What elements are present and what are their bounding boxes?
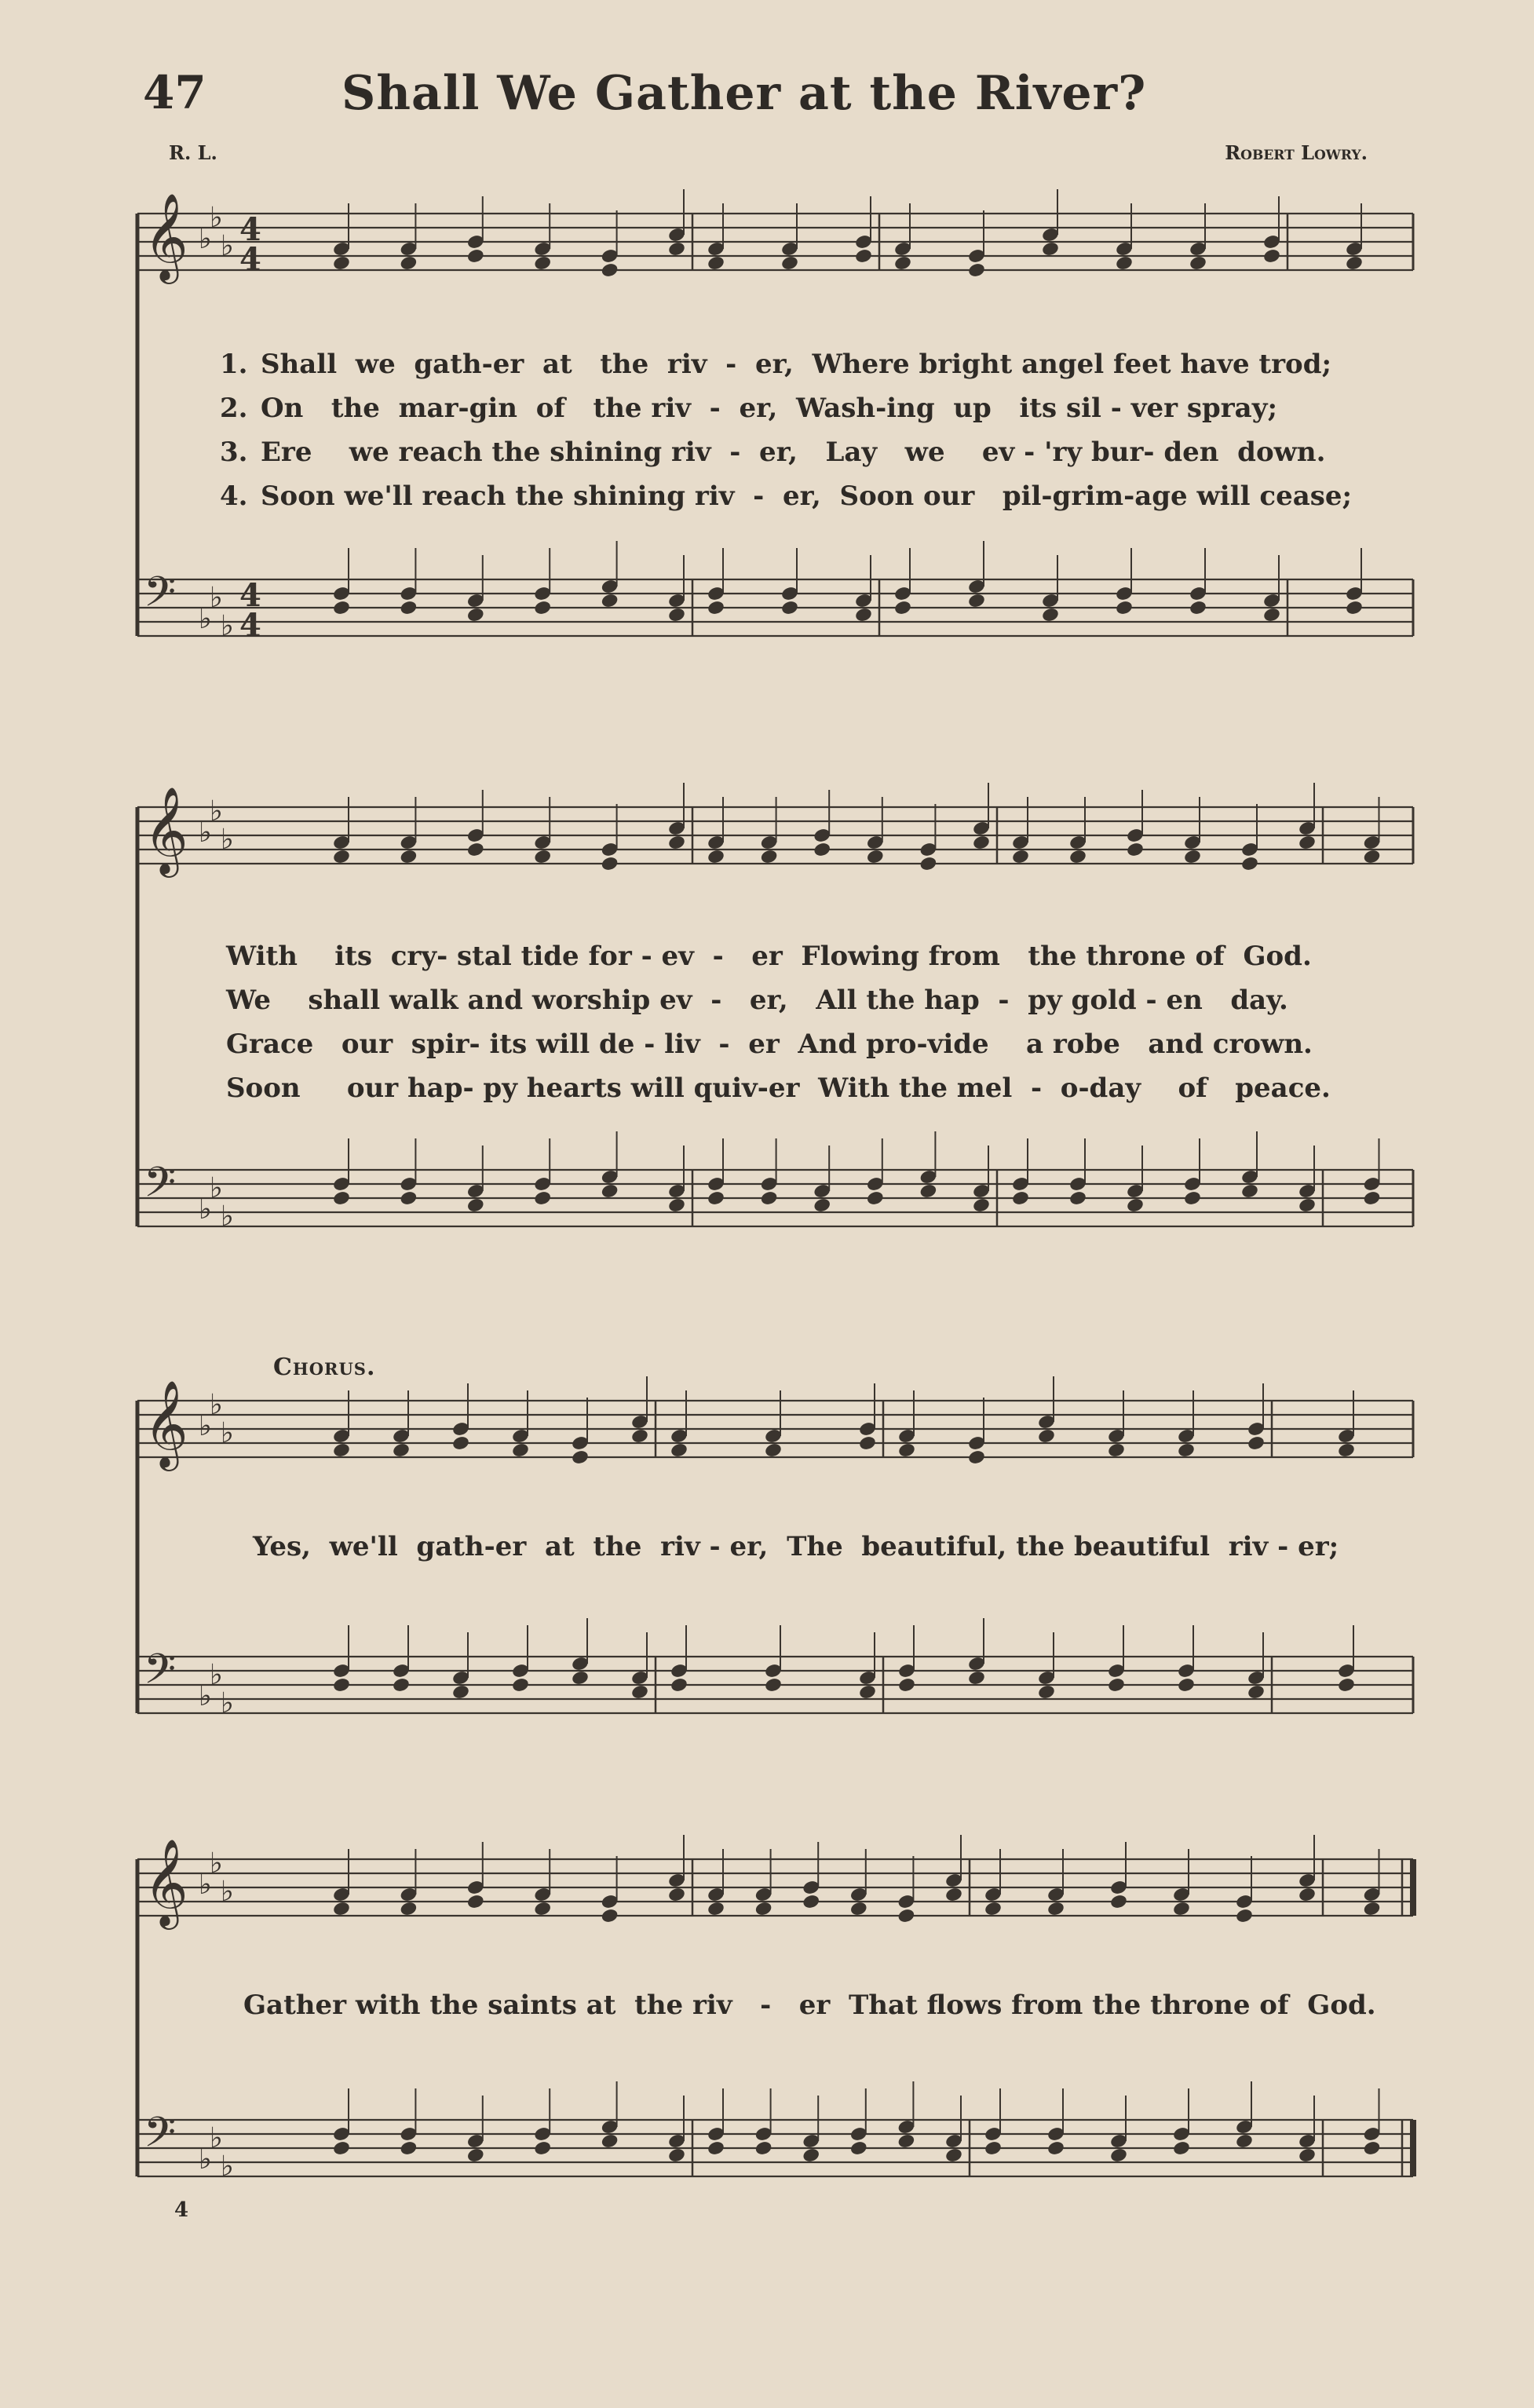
note-head	[1337, 1442, 1356, 1459]
note-head	[760, 1190, 779, 1207]
note-head	[1247, 1684, 1266, 1701]
chorus-line-1: Yes, we'll gath-er at the riv - er, The beautiful, the beautiful riv - er;	[253, 1531, 1339, 1562]
note-head	[670, 1677, 688, 1694]
note-head	[866, 849, 885, 865]
note-head	[1115, 600, 1134, 616]
note-head	[1172, 2140, 1191, 2157]
note-head	[1189, 255, 1207, 272]
flat-icon: ♭	[221, 1200, 234, 1233]
note-head	[1115, 255, 1134, 272]
note-head	[1183, 1190, 1202, 1207]
note-head	[1107, 1677, 1126, 1694]
treble-clef-icon: 𝄞	[144, 1379, 188, 1467]
flat-icon: ♭	[210, 582, 223, 614]
note-head	[1240, 856, 1259, 872]
note-head	[667, 835, 686, 851]
flat-icon: ♭	[210, 2122, 223, 2154]
note-head	[533, 600, 552, 616]
flat-icon: ♭	[221, 230, 234, 262]
note-head	[858, 1684, 877, 1701]
note-head	[1189, 600, 1207, 616]
note-head	[392, 1442, 411, 1459]
note-head	[399, 1190, 418, 1207]
note-head	[1041, 241, 1060, 258]
note-head	[466, 842, 485, 858]
flat-icon: ♭	[199, 817, 212, 849]
note-head	[1298, 2147, 1317, 2164]
note-head	[451, 1684, 470, 1701]
verse-number: 2.	[220, 393, 248, 424]
note-head	[802, 2147, 820, 2164]
note-head	[1363, 849, 1382, 865]
note-head	[667, 2147, 686, 2164]
flat-icon: ♭	[210, 1172, 223, 1204]
note-head	[466, 607, 485, 623]
note-head	[1126, 842, 1145, 858]
note-head	[967, 262, 986, 279]
note-head	[1183, 849, 1202, 865]
note-head	[849, 2140, 868, 2157]
verse-4-line-2: Soon our hap- py hearts will quiv-er With the mel - o-day of peace.	[226, 1072, 1331, 1104]
verse-text: Ere we reach the shining riv - er, Lay we ev - 'ry bur- den down.	[261, 437, 1326, 468]
time-signature: 4	[239, 577, 261, 614]
note-head	[1177, 1442, 1196, 1459]
composer-name: Robert Lowry.	[1225, 141, 1368, 164]
note-head	[1107, 1442, 1126, 1459]
treble-clef-icon: 𝄞	[144, 192, 188, 280]
note-head	[601, 1183, 619, 1200]
note-head	[1109, 1894, 1128, 1910]
flat-icon: ♭	[199, 2143, 212, 2176]
note-head	[984, 2140, 1003, 2157]
hymn-title: Shall We Gather at the River?	[341, 66, 1147, 121]
note-head	[754, 1901, 773, 1917]
note-head	[802, 1894, 820, 1910]
note-head	[667, 1887, 686, 1903]
note-head	[919, 856, 937, 872]
verse-2-line-1	[220, 393, 1429, 424]
bass-clef-icon: 𝄢	[144, 568, 177, 627]
note-head	[1177, 1677, 1196, 1694]
note-head	[1363, 2140, 1382, 2157]
note-head	[1041, 607, 1060, 623]
note-head	[332, 849, 351, 865]
note-head	[1109, 2147, 1128, 2164]
note-head	[533, 2140, 552, 2157]
note-head	[813, 842, 831, 858]
verse-text: Shall we gath-er at the riv - er, Where bright angel feet have trod;	[261, 349, 1332, 380]
note-head	[670, 1442, 688, 1459]
verse-number: 4.	[220, 481, 248, 512]
note-head	[601, 1908, 619, 1924]
flat-icon: ♭	[199, 1193, 212, 1226]
note-head	[854, 248, 873, 265]
note-head	[764, 1442, 783, 1459]
flat-icon: ♭	[210, 795, 223, 828]
note-head	[1363, 1190, 1382, 1207]
note-head	[533, 1190, 552, 1207]
note-head	[707, 2140, 725, 2157]
flat-icon: ♭	[221, 1687, 234, 1719]
hymn-number: 47	[143, 66, 206, 119]
note-head	[392, 1677, 411, 1694]
flat-icon: ♭	[199, 223, 212, 255]
note-head	[944, 1887, 963, 1903]
note-head	[533, 849, 552, 865]
note-head	[511, 1442, 530, 1459]
flat-icon: ♭	[199, 1680, 212, 1712]
flat-icon: ♭	[199, 1410, 212, 1442]
note-head	[919, 1183, 937, 1200]
page-number: 4	[174, 2198, 189, 2222]
note-head	[1247, 1435, 1266, 1452]
note-head	[1345, 600, 1364, 616]
flat-icon: ♭	[221, 2150, 234, 2183]
note-head	[1037, 1684, 1056, 1701]
note-head	[630, 1428, 649, 1445]
note-head	[1037, 1428, 1056, 1445]
note-head	[332, 1677, 351, 1694]
note-head	[1068, 1190, 1087, 1207]
note-head	[967, 1670, 986, 1686]
note-head	[1298, 835, 1317, 851]
note-head	[1345, 255, 1364, 272]
note-head	[466, 248, 485, 265]
note-head	[601, 262, 619, 279]
note-head	[897, 1442, 916, 1459]
verse-text: On the mar-gin of the riv - er, Wash-ing up its sil - ver spray;	[261, 393, 1278, 424]
flat-icon: ♭	[210, 1389, 223, 1421]
note-head	[984, 1901, 1003, 1917]
note-head	[972, 1197, 991, 1214]
lyricist-initials: R. L.	[169, 141, 217, 164]
note-head	[601, 593, 619, 609]
verse-1-line-2: With its cry- stal tide for - ev - er Flowing from the throne of God.	[226, 941, 1312, 972]
note-head	[967, 593, 986, 609]
note-head	[399, 600, 418, 616]
note-head	[754, 2140, 773, 2157]
flat-icon: ♭	[221, 824, 234, 856]
flat-icon: ♭	[210, 202, 223, 234]
verse-1-line-1	[220, 349, 1429, 380]
note-head	[1172, 1901, 1191, 1917]
note-head	[332, 1442, 351, 1459]
flat-icon: ♭	[221, 610, 234, 642]
note-head	[780, 600, 799, 616]
note-head	[1363, 1901, 1382, 1917]
chorus-label: Chorus.	[273, 1354, 376, 1381]
note-head	[707, 849, 725, 865]
note-head	[511, 1677, 530, 1694]
note-head	[897, 1908, 915, 1924]
note-head	[1298, 1197, 1317, 1214]
note-head	[707, 1901, 725, 1917]
note-head	[667, 1197, 686, 1214]
note-head	[332, 1901, 351, 1917]
note-head	[601, 856, 619, 872]
verse-text: Soon we'll reach the shining riv - er, Soon our pil-grim-age will cease;	[261, 481, 1353, 512]
note-head	[451, 1435, 470, 1452]
flat-icon: ♭	[210, 1659, 223, 1691]
note-head	[707, 1190, 725, 1207]
verse-number: 3.	[220, 437, 248, 468]
note-head	[893, 600, 912, 616]
note-head	[1337, 1677, 1356, 1694]
note-head	[849, 1901, 868, 1917]
note-head	[533, 255, 552, 272]
note-head	[780, 255, 799, 272]
note-head	[707, 255, 725, 272]
note-head	[466, 1894, 485, 1910]
note-head	[764, 1677, 783, 1694]
note-head	[813, 1197, 831, 1214]
verse-number: 1.	[220, 349, 248, 380]
note-head	[601, 2133, 619, 2150]
note-head	[1262, 607, 1281, 623]
note-head	[399, 1901, 418, 1917]
time-signature: 4	[239, 211, 261, 248]
bass-clef-icon: 𝄢	[144, 1159, 177, 1217]
verse-4-line-1	[220, 481, 1429, 512]
note-head	[630, 1684, 649, 1701]
note-head	[854, 607, 873, 623]
note-head	[897, 1677, 916, 1694]
note-head	[1046, 2140, 1065, 2157]
note-head	[332, 1190, 351, 1207]
note-head	[1235, 2133, 1254, 2150]
flat-icon: ♭	[210, 1847, 223, 1880]
note-head	[399, 255, 418, 272]
bass-clef-icon: 𝄢	[144, 1646, 177, 1704]
note-head	[1068, 849, 1087, 865]
note-head	[667, 241, 686, 258]
verse-3-line-1	[220, 437, 1429, 468]
note-head	[571, 1670, 590, 1686]
note-head	[707, 600, 725, 616]
note-head	[893, 255, 912, 272]
note-head	[1298, 1887, 1317, 1903]
note-head	[760, 849, 779, 865]
note-head	[332, 600, 351, 616]
note-head	[1262, 248, 1281, 265]
note-head	[332, 255, 351, 272]
flat-icon: ♭	[199, 603, 212, 635]
note-head	[866, 1190, 885, 1207]
chorus-line-2: Gather with the saints at the riv - er That flows from the throne of God.	[243, 1990, 1376, 2021]
note-head	[533, 1901, 552, 1917]
note-head	[466, 2147, 485, 2164]
note-head	[1011, 1190, 1030, 1207]
time-signature: 4	[239, 607, 261, 644]
note-head	[399, 2140, 418, 2157]
verse-3-line-2: Grace our spir- its will de - liv - er And pro-vide a robe and crown.	[226, 1029, 1313, 1060]
note-head	[967, 1449, 986, 1466]
note-head	[571, 1449, 590, 1466]
note-head	[858, 1435, 877, 1452]
note-head	[399, 849, 418, 865]
flat-icon: ♭	[199, 1869, 212, 1901]
note-head	[332, 2140, 351, 2157]
note-head	[972, 835, 991, 851]
note-head	[1011, 849, 1030, 865]
note-head	[944, 2147, 963, 2164]
bass-clef-icon: 𝄢	[144, 2109, 177, 2167]
note-head	[466, 1197, 485, 1214]
time-signature: 4	[239, 241, 261, 278]
note-head	[1126, 1197, 1145, 1214]
note-head	[667, 607, 686, 623]
note-head	[897, 2133, 915, 2150]
flat-icon: ♭	[221, 1417, 234, 1449]
flat-icon: ♭	[221, 1876, 234, 1908]
verse-2-line-2: We shall walk and worship ev - er, All the hap - py gold - en day.	[226, 985, 1288, 1016]
treble-clef-icon: 𝄞	[144, 1838, 188, 1926]
note-head	[1046, 1901, 1065, 1917]
treble-clef-icon: 𝄞	[144, 786, 188, 874]
note-head	[1235, 1908, 1254, 1924]
note-head	[1240, 1183, 1259, 1200]
